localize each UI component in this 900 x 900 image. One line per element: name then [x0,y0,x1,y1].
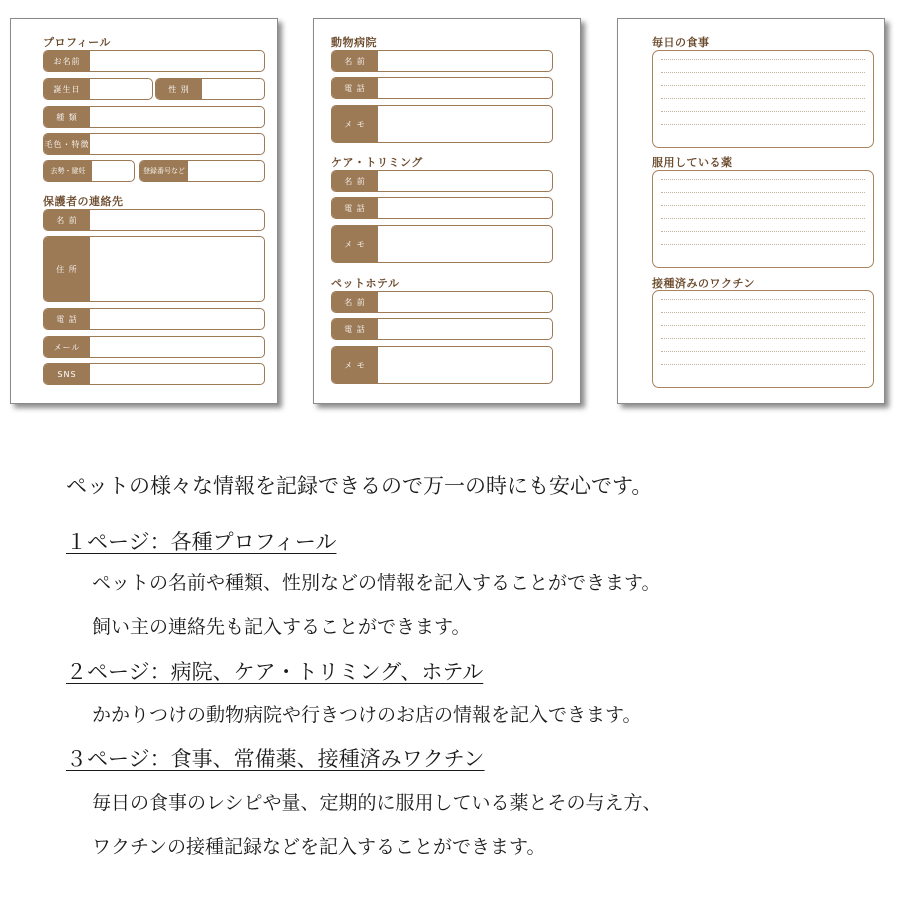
meals-note-box [652,50,874,148]
care-name-field [331,170,553,192]
phone-label: 電 話 [44,309,90,329]
birthday-label: 誕生日 [44,79,90,99]
sns-field [43,363,265,385]
page3-line1: 毎日の食事のレシピや量、定期的に服用している薬とその与え方、 [92,792,662,814]
hospital-phone-field [331,77,553,99]
hospital-memo-label: メ モ [332,106,378,142]
care-memo-label: メ モ [332,226,378,262]
sex-field [155,78,265,100]
sex-label: 性 別 [156,79,202,99]
guardian-name-field [43,209,265,231]
care-phone-label: 電 話 [332,198,378,218]
profile-page-preview [10,18,278,404]
meals-heading: 毎日の食事 [652,36,710,49]
registration-label: 登録番号など [140,161,188,181]
coat-label: 毛色・特徴 [44,134,90,154]
hotel-memo-label: メ モ [332,347,378,383]
neuter-field [43,160,135,182]
vaccine-heading: 接種済みのワクチン [652,277,755,290]
mail-label: メール [44,337,90,357]
registration-field [139,160,265,182]
page1-title: １ページ：各種プロフィール [66,530,337,554]
hospital-name-field [331,50,553,72]
pet-name-label: お名前 [44,51,90,71]
services-page-preview [313,18,581,404]
hotel-phone-label: 電 話 [332,319,378,339]
phone-field [43,308,265,330]
hotel-phone-field [331,318,553,340]
page1-line1: ペットの名前や種類、性別などの情報を記入することができます。 [92,572,661,594]
address-label: 住 所 [44,237,90,301]
page3-title: ３ページ：食事、常備薬、接種済みワクチン [66,747,485,771]
hotel-name-field [331,291,553,313]
breed-field [43,106,265,128]
guardian-name-label: 名 前 [44,210,90,230]
vaccine-note-box [652,290,874,388]
meds-heading: 服用している薬 [652,156,733,169]
address-field [43,236,265,302]
care-memo-field [331,225,553,263]
breed-label: 種 類 [44,107,90,127]
hotel-memo-field [331,346,553,384]
care-heading: ケア・トリミング [331,156,423,169]
page1-line2: 飼い主の連絡先も記入することができます。 [92,616,471,638]
hotel-heading: ペットホテル [331,277,400,290]
hospital-name-label: 名 前 [332,51,378,71]
care-phone-field [331,197,553,219]
hospital-memo-field [331,105,553,143]
care-name-label: 名 前 [332,171,378,191]
page2-title: ２ページ：病院、ケア・トリミング、ホテル [66,660,484,684]
mail-field [43,336,265,358]
hospital-phone-label: 電 話 [332,78,378,98]
meds-note-box [652,170,874,268]
hotel-name-label: 名 前 [332,292,378,312]
coat-field [43,133,265,155]
guardian-heading: 保護者の連絡先 [43,195,124,208]
birthday-field [43,78,153,100]
health-page-preview [617,18,885,404]
neuter-label: 去勢・避妊 [44,161,92,181]
page2-line1: かかりつけの動物病院や行きつけのお店の情報を記入できます。 [92,704,642,726]
sns-label: SNS [44,364,90,384]
profile-heading: プロフィール [43,36,111,49]
hospital-heading: 動物病院 [331,36,377,49]
page3-line2: ワクチンの接種記録などを記入することができます。 [92,836,546,858]
lead-text: ペットの様々な情報を記録できるので万一の時にも安心です。 [66,474,653,498]
pet-name-field [43,50,265,72]
